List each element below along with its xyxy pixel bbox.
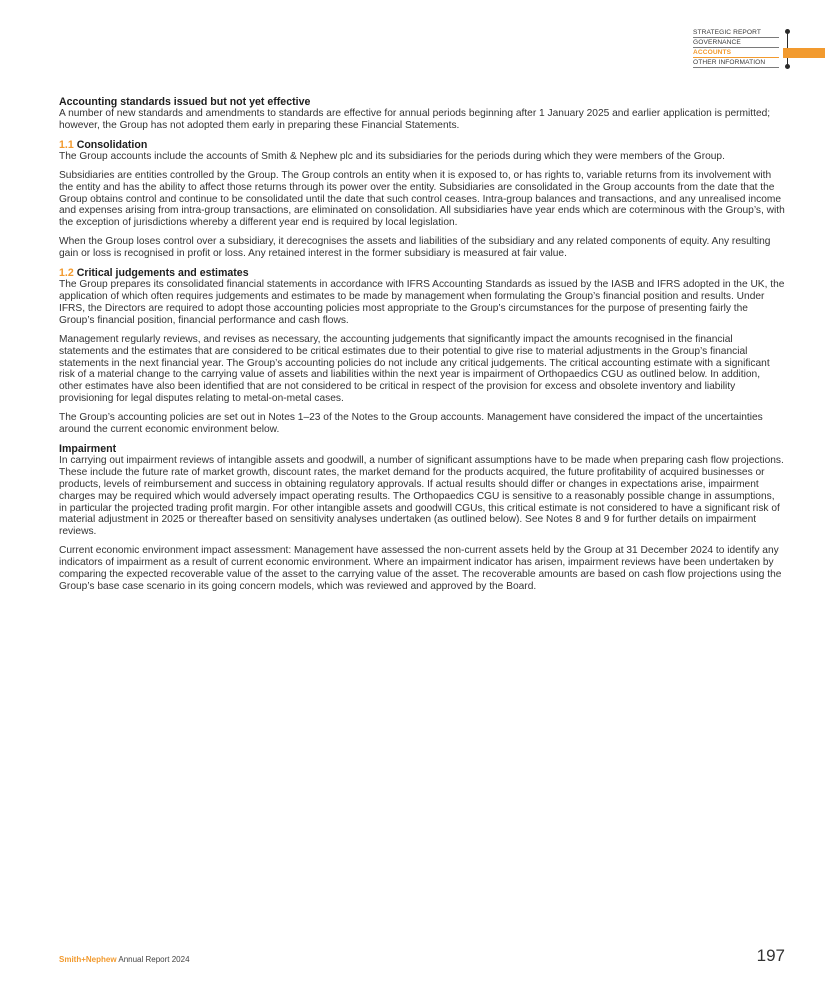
nav-indicator-bottom-dot xyxy=(785,64,790,69)
consolidation-paragraph-2: Subsidiaries are entities controlled by the Group. The Group controls an entity when it is exposed to, or has rights to, variable returns from its involvement with the entity and has the ability to affect those returns through its power over the entity. Subsidiaries are consolidated in the Group accounts from the date that the Group obtains control and continue to be consolidated until the date that such control ceases. Intra-group balances and transactions, and any unrealised income and expenses arising from intra-group transactions, are eliminated on consolidation. All subsidiaries have year ends which are coterminous with the Group’s, with the exception of jurisdictions whereby a different year end is required by local legislation. xyxy=(59,169,785,229)
section-title: Critical judgements and estimates xyxy=(76,267,249,280)
heading-impairment: Impairment xyxy=(59,442,117,455)
section-number: 1.2 xyxy=(59,267,74,280)
judgements-paragraph-3: The Group’s accounting policies are set out in Notes 1–23 of the Notes to the Group accounts. Management have considered the impact of the uncertainties around the current economic environment below. xyxy=(59,412,763,436)
page-number: 197 xyxy=(756,946,785,965)
judgements-paragraph-2: Management regularly reviews, and revises as necessary, the accounting judgements that significantly impact the amounts recognised in the financial statements and the estimates that are considered to be critical estimates due to their potential to give rise to material adjustments in the Group’s financial statements in the next financial year. The Group’s accounting policies do not include any critical judgements. The critical accounting estimate with a significant risk of a material change to the carrying value of assets and liabilities within the next year is impairment of Orthopaedics CGU as outlined below. In addition, other estimates have also been identified that are not considered to be critical in respect of the provision for excess and obsolete inventory and liability provisioning for legal disputes relating to metal-on-metal cases. xyxy=(59,333,770,405)
nav-item-other-information[interactable]: OTHER INFORMATION xyxy=(693,58,779,68)
heading-critical-judgements xyxy=(59,267,785,279)
heading-standards-not-yet-effective: Accounting standards issued but not yet effective xyxy=(59,96,311,108)
nav-active-marker xyxy=(783,48,825,58)
section-navigator xyxy=(693,28,825,70)
consolidation-paragraph-3: When the Group loses control over a subsidiary, it derecognises the assets and liabilities of the subsidiary and any related components of equity. Any resulting gain or loss is recognised in profit or loss. Any retained interest in the former subsidiary is measured at fair value. xyxy=(59,236,771,260)
judgements-paragraph-1: The Group prepares its consolidated financial statements in accordance with IFRS Accounting Standards as issued by the IASB and IFRS adopted in the UK, the application of which often requires judgements and estimates to be made by management when formulating the Group’s financial position and results. Under IFRS, the Directors are required to adopt those accounting policies most appropriate to the Group’s circumstances for the purpose of presenting fairly the Group’s financial position, financial performance and cash flows. xyxy=(59,279,785,326)
impairment-paragraph-2: Current economic environment impact assessment: Management have assessed the non-current assets held by the Group at 31 December 2024 to identify any indicators of impairment as a result of current economic environment. Where an impairment indicator has arisen, impairment reviews have been undertaken by comparing the expected recoverable value of the asset to the carrying value of the asset. The recoverable amounts are based on cash flow projections using the Group’s base case scenario in its going concern models, which was reviewed and approved by the Board. xyxy=(59,545,782,592)
footer-report-title xyxy=(59,955,190,964)
section-number: 1.1 xyxy=(59,138,74,151)
standards-paragraph: A number of new standards and amendments to standards are effective for annual periods beginning after 1 January 2025 and earlier application is permitted; however, the Group has not adopted them early in preparing these Financial Statements. xyxy=(59,108,771,131)
nav-indicator-top-dot xyxy=(785,29,790,34)
brand-name: Smith+Nephew xyxy=(59,955,117,964)
section-nav-list xyxy=(693,28,779,68)
consolidation-paragraph-1: The Group accounts include the accounts of Smith & Nephew plc and its subsidiaries for the periods during which they were members of the Group. xyxy=(59,150,725,162)
page-body xyxy=(59,96,785,600)
heading-consolidation xyxy=(59,139,785,151)
nav-item-accounts[interactable]: ACCOUNTS xyxy=(693,48,779,58)
impairment-paragraph-1: In carrying out impairment reviews of intangible assets and goodwill, a number of significant assumptions have to be made when preparing cash flow projections. These include the future rate of market growth, discount rates, the market demand for the products acquired, the future profitability of acquired businesses or products, levels of reimbursement and success in obtaining regulatory approvals. If actual results should differ or changes in expectations arise, impairment charges may be required which would adversely impact operating results. The Orthopaedics CGU is sensitive to a reasonably possible change in assumptions, in particular the projected trading profit margin. For other intangible assets and goodwill CGUs, this critical estimate is not considered to have a significant risk of material adjustment in 2025 or thereafter based on sensitivity analyses undertaken (as outlined below). See Notes 8 and 9 for further details on impairment reviews. xyxy=(59,454,784,538)
nav-item-strategic-report[interactable]: STRATEGIC REPORT xyxy=(693,28,779,38)
section-title: Consolidation xyxy=(76,138,148,151)
nav-item-governance[interactable]: GOVERNANCE xyxy=(693,38,779,48)
report-name: Annual Report 2024 xyxy=(118,955,190,964)
